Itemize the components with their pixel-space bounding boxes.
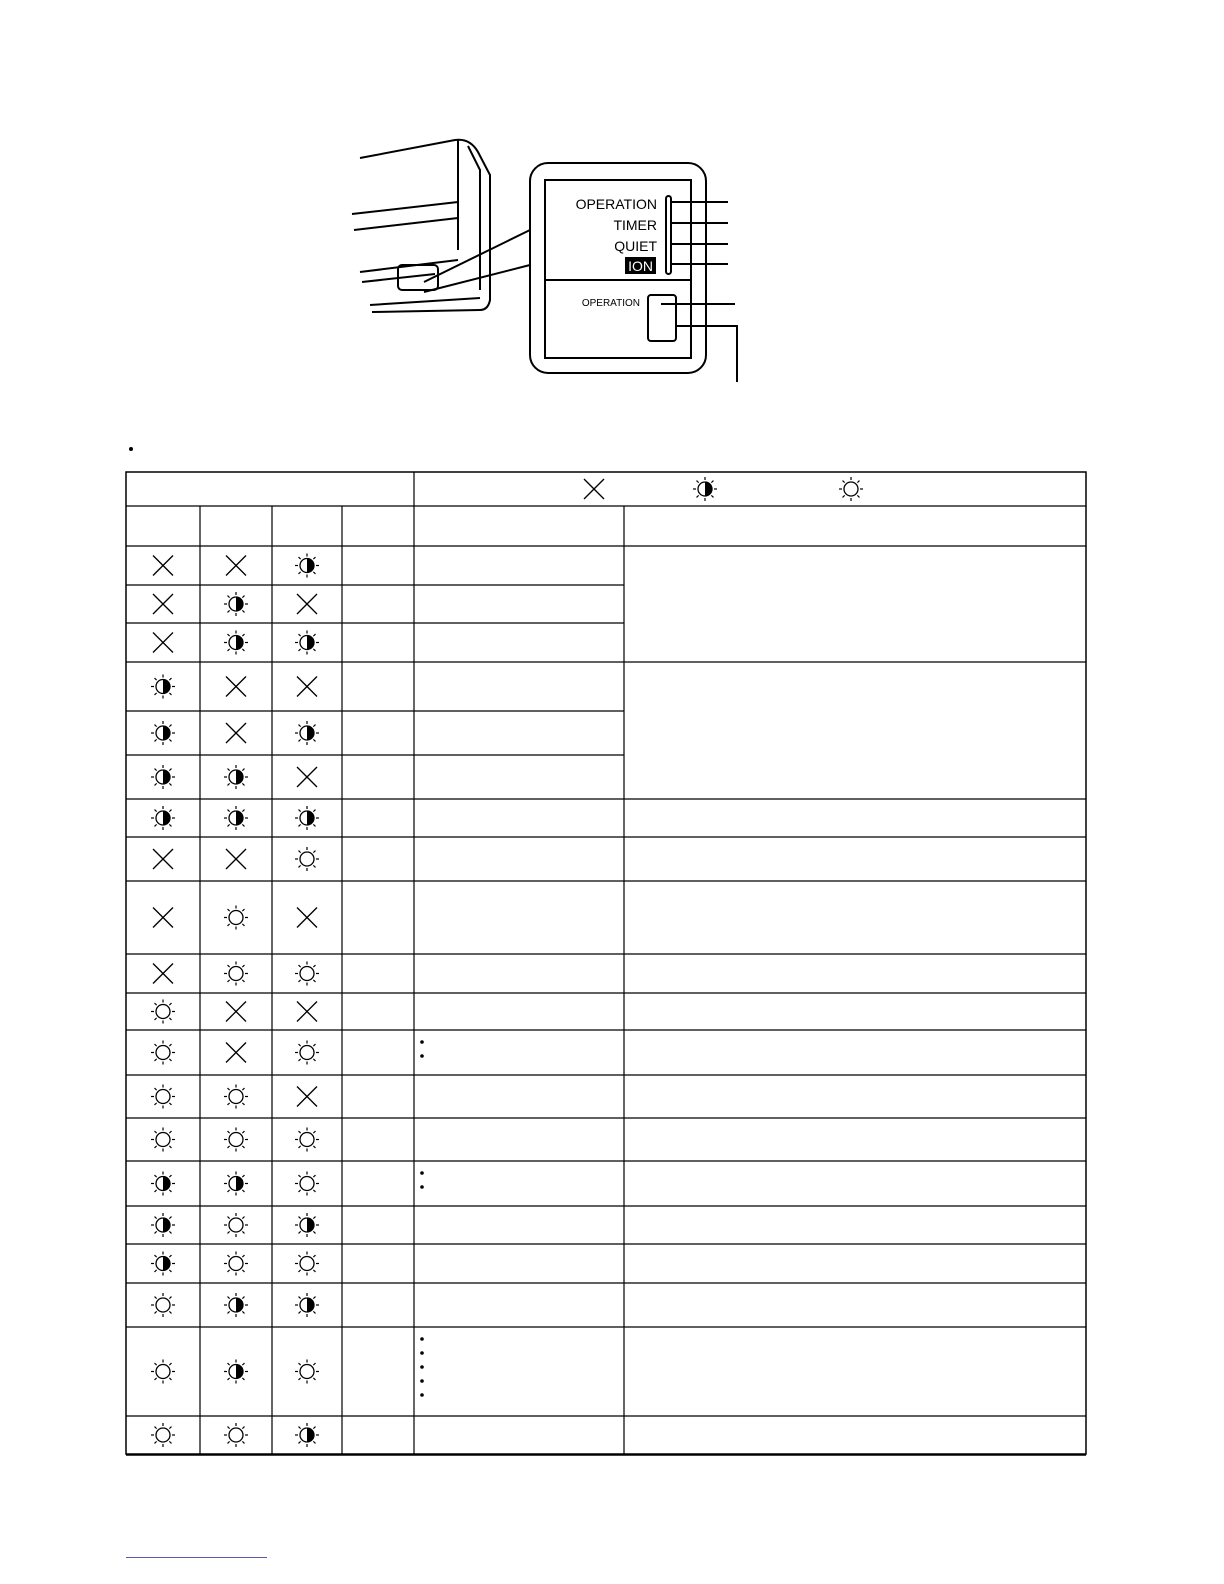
lamp-blink-half-sun-icon xyxy=(151,1252,175,1276)
lamp-on-sun-icon xyxy=(224,1213,248,1237)
lamp-blink-half-sun-icon xyxy=(151,1213,175,1237)
lamp-blink-half-sun-icon xyxy=(295,1213,319,1237)
lamp-blink-half-sun-icon xyxy=(151,806,175,830)
lamp-blink-half-sun-icon xyxy=(151,765,175,789)
lamp-on-sun-icon xyxy=(295,1172,319,1196)
lamp-blink-half-sun-icon xyxy=(295,721,319,745)
lamp-off-x-icon xyxy=(226,723,246,743)
lamp-on-sun-icon xyxy=(224,1252,248,1276)
lamp-off-x-icon xyxy=(297,1087,317,1107)
lamp-blink-half-sun-icon xyxy=(224,1293,248,1317)
lamp-off-x-icon xyxy=(226,556,246,576)
legend-half-sun-icon xyxy=(693,477,717,501)
panel-label-timer: TIMER xyxy=(613,217,657,233)
remedy-bullet xyxy=(420,1393,424,1397)
remedy-bullet xyxy=(420,1171,424,1175)
lamp-on-sun-icon xyxy=(295,962,319,986)
lamp-on-sun-icon xyxy=(224,962,248,986)
remedy-bullet xyxy=(420,1365,424,1369)
lamp-on-sun-icon xyxy=(151,1085,175,1109)
lamp-on-sun-icon xyxy=(224,906,248,930)
lamp-on-sun-icon xyxy=(151,1423,175,1447)
panel-label-ion: ION xyxy=(628,258,653,274)
lamp-on-sun-icon xyxy=(151,1041,175,1065)
remedy-bullet xyxy=(420,1040,424,1044)
lamp-blink-half-sun-icon xyxy=(151,675,175,699)
operation-button-label: OPERATION xyxy=(581,298,640,309)
lamp-blink-half-sun-icon xyxy=(295,1293,319,1317)
remedy-bullet xyxy=(420,1351,424,1355)
lamp-off-x-icon xyxy=(297,767,317,787)
lamp-on-sun-icon xyxy=(295,1041,319,1065)
legend-x-icon xyxy=(584,479,604,499)
lamp-off-x-icon xyxy=(226,677,246,697)
remedy-bullet xyxy=(420,1185,424,1189)
lamp-blink-half-sun-icon xyxy=(295,806,319,830)
lamp-blink-half-sun-icon xyxy=(151,1172,175,1196)
lamp-on-sun-icon xyxy=(151,1128,175,1152)
lamp-on-sun-icon xyxy=(295,1360,319,1384)
lamp-on-sun-icon xyxy=(224,1085,248,1109)
lamp-off-x-icon xyxy=(226,1043,246,1063)
lamp-blink-half-sun-icon xyxy=(224,765,248,789)
lamp-off-x-icon xyxy=(297,1002,317,1022)
lamp-blink-half-sun-icon xyxy=(295,631,319,655)
lamp-off-x-icon xyxy=(153,556,173,576)
lamp-on-sun-icon xyxy=(151,1000,175,1024)
lamp-blink-half-sun-icon xyxy=(151,721,175,745)
lamp-off-x-icon xyxy=(153,908,173,928)
remedy-bullet xyxy=(420,1054,424,1058)
lamp-on-sun-icon xyxy=(224,1128,248,1152)
lamp-on-sun-icon xyxy=(295,847,319,871)
lamp-on-sun-icon xyxy=(295,1252,319,1276)
lamp-off-x-icon xyxy=(226,1002,246,1022)
lamp-blink-half-sun-icon xyxy=(224,1360,248,1384)
lamp-blink-half-sun-icon xyxy=(224,592,248,616)
lamp-off-x-icon xyxy=(297,908,317,928)
lamp-on-sun-icon xyxy=(151,1293,175,1317)
remedy-bullet xyxy=(420,1379,424,1383)
lamp-blink-half-sun-icon xyxy=(224,806,248,830)
lamp-off-x-icon xyxy=(226,849,246,869)
lamp-on-sun-icon xyxy=(151,1360,175,1384)
lamp-on-sun-icon xyxy=(224,1423,248,1447)
legend-sun-icon xyxy=(839,477,863,501)
panel-label-operation: OPERATION xyxy=(575,196,657,212)
lamp-off-x-icon xyxy=(153,964,173,984)
lamp-off-x-icon xyxy=(153,594,173,614)
lamp-blink-half-sun-icon xyxy=(295,1423,319,1447)
panel-label-quiet: QUIET xyxy=(614,238,657,254)
footer-link-underline[interactable] xyxy=(126,1557,267,1558)
remedy-bullet xyxy=(420,1337,424,1341)
lamp-blink-half-sun-icon xyxy=(295,554,319,578)
lamp-blink-half-sun-icon xyxy=(224,1172,248,1196)
lamp-off-x-icon xyxy=(153,849,173,869)
lamp-off-x-icon xyxy=(297,677,317,697)
lamp-blink-half-sun-icon xyxy=(224,631,248,655)
lamp-off-x-icon xyxy=(153,633,173,653)
lamp-off-x-icon xyxy=(297,594,317,614)
lamp-on-sun-icon xyxy=(295,1128,319,1152)
table-border xyxy=(126,472,1086,1454)
